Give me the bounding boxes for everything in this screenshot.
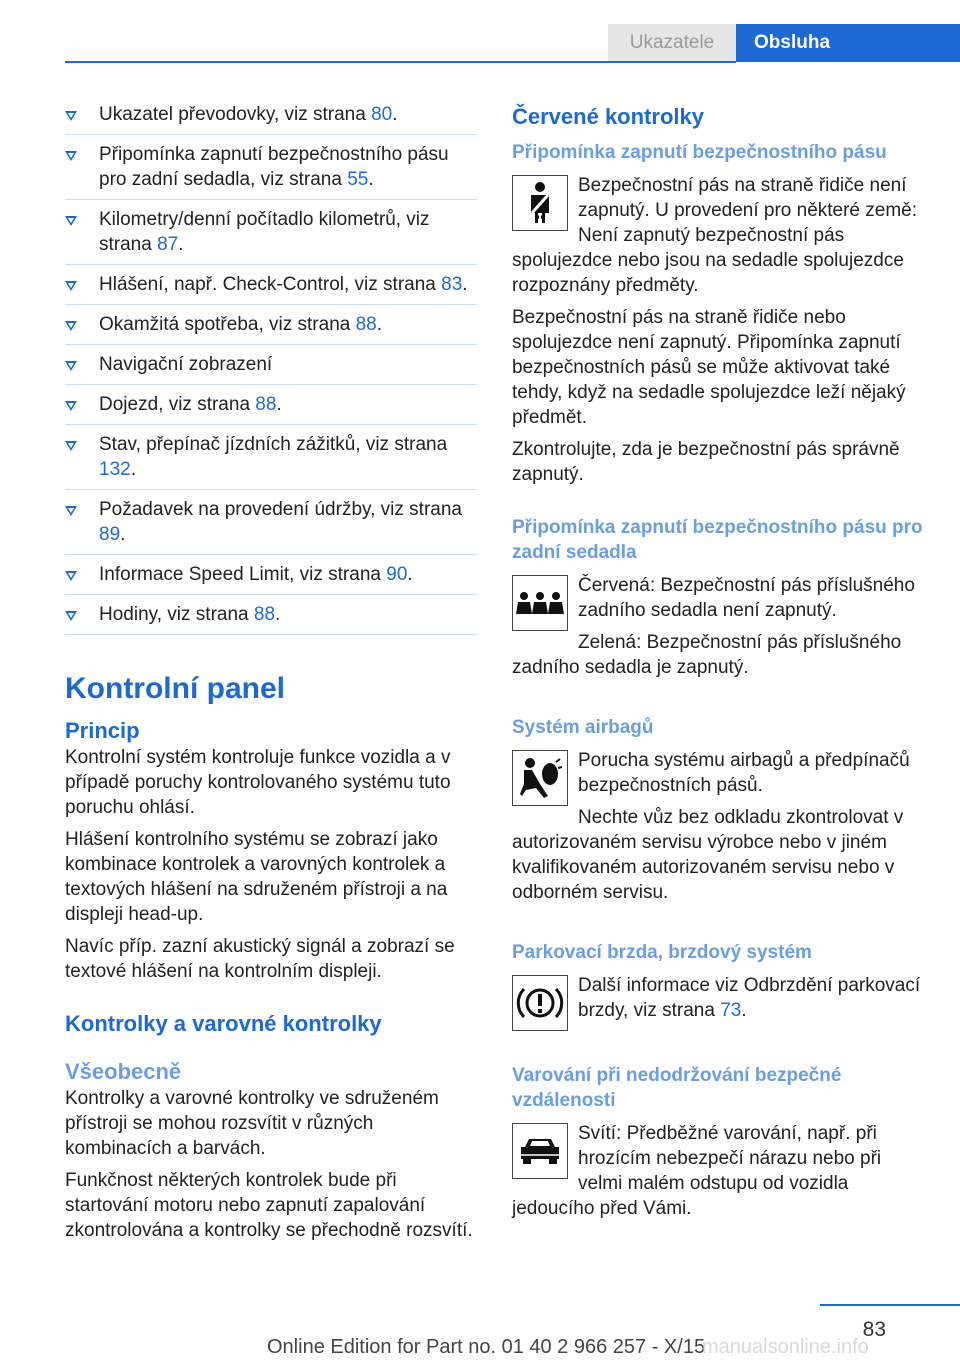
brake-block bbox=[512, 973, 927, 1035]
page-link[interactable]: 132 bbox=[99, 459, 131, 480]
list-item-suffix: . bbox=[130, 459, 136, 480]
left-column bbox=[65, 102, 477, 1250]
list-item bbox=[65, 142, 477, 200]
car-distance-icon bbox=[512, 1123, 568, 1179]
seatbelt-paragraph-2: Bezpečnostní pás na straně řidiče nebo spolujezdce není zapnutý. Připomínka zapnutí bezpečnostních pásů se může aktivovat také tehdy, když na sedadle spolujezdce leží nějaký předmět. bbox=[512, 307, 906, 428]
list-item-text: Ukazatel převodovky, viz strana bbox=[99, 104, 372, 125]
header-tabs bbox=[608, 24, 960, 62]
list-item-text: Hodiny, viz strana bbox=[99, 604, 254, 625]
list-item-text: Připomínka zapnutí bezpečnostního pásu pro zadní sedadla, viz strana bbox=[99, 144, 449, 190]
airbag-paragraph-1: Porucha systému airbagů a předpínačů bezpečnostních pásů. bbox=[578, 750, 910, 796]
subsection-title-vseobecne: Všeobecně bbox=[65, 1059, 182, 1084]
seatbelt-block bbox=[512, 173, 927, 305]
triangle-bullet-icon bbox=[65, 506, 77, 516]
list-item-suffix: . bbox=[392, 104, 398, 125]
general-paragraph-2: Funkčnost některých kontrolek bude při startování motoru nebo zapnutí zapalování zkontrolována a kontrolky se přechodně rozsvítí. bbox=[65, 1170, 473, 1241]
edition-footer: Online Edition for Part no. 01 40 2 966 257 - X/15 bbox=[267, 1336, 706, 1358]
airbag-icon bbox=[512, 750, 568, 806]
list-item-suffix: . bbox=[275, 604, 281, 625]
list-item bbox=[65, 392, 477, 425]
triangle-bullet-icon bbox=[65, 321, 77, 331]
red-lights-title: Červené kontrolky bbox=[512, 104, 704, 129]
list-item-text: Stav, přepínač jízdních zážitků, viz strana bbox=[99, 434, 448, 455]
triangle-bullet-icon bbox=[65, 611, 77, 621]
section-title-kontrolni-panel: Kontrolní panel bbox=[65, 672, 285, 705]
seatbelt-title: Připomínka zapnutí bezpečnostního pásu bbox=[512, 142, 887, 163]
airbag-paragraph-2: Nechte vůz bez odkladu zkontrolovat v autorizovaném servisu výrobce nebo v jiném kvalifikovaném autorizovaném servisu nebo v odborném servisu. bbox=[512, 807, 904, 903]
page-link[interactable]: 88 bbox=[355, 314, 377, 335]
header-rule bbox=[65, 61, 736, 63]
distance-block bbox=[512, 1121, 927, 1228]
list-item bbox=[65, 497, 477, 555]
list-item-suffix: . bbox=[462, 274, 468, 295]
triangle-bullet-icon bbox=[65, 571, 77, 581]
list-item bbox=[65, 602, 477, 635]
list-item-suffix: . bbox=[120, 524, 126, 545]
airbag-title: Systém airbagů bbox=[512, 717, 654, 738]
list-item-suffix: . bbox=[368, 169, 374, 190]
distance-title: Varování při nedodržování bezpečné vzdálenosti bbox=[512, 1065, 842, 1111]
seatbelt-warning-icon bbox=[512, 175, 568, 231]
brake-page-link[interactable]: 73 bbox=[720, 1000, 742, 1021]
seatbelt-paragraph-3: Zkontrolujte, zda je bezpečnostní pás správně zapnutý. bbox=[512, 439, 900, 485]
rear-seatbelt-block bbox=[512, 573, 927, 687]
distance-paragraph-1: Svítí: Předběžné varování, např. při hrozícím nebezpečí nárazu nebo při velmi malém odstupu od vozidla jedoucího před Vámi. bbox=[512, 1123, 882, 1219]
triangle-bullet-icon bbox=[65, 151, 77, 161]
triangle-bullet-icon bbox=[65, 281, 77, 291]
list-item bbox=[65, 432, 477, 490]
brake-suffix: . bbox=[741, 1000, 747, 1021]
list-item-text: Hlášení, např. Check-Control, viz strana bbox=[99, 274, 442, 295]
seatbelt-paragraph-1: Bezpečnostní pás na straně řidiče není zapnutý. U provedení pro některé země: Není zapnutý bezpečnostní pás spolujezdce nebo jsou na sedadle spolujezdce rozpoznány předměty. bbox=[512, 175, 918, 296]
page-link[interactable]: 83 bbox=[441, 274, 463, 295]
tab-ukazatele[interactable]: Ukazatele bbox=[608, 24, 736, 62]
brake-warning-icon bbox=[512, 975, 568, 1031]
list-item-suffix: . bbox=[376, 314, 383, 335]
right-column bbox=[512, 102, 927, 1228]
general-paragraph-1: Kontrolky a varovné kontrolky ve sdruženém přístroji se mohou rozsvítit v různých kombinacích a barvách. bbox=[65, 1088, 439, 1159]
page-link[interactable]: 80 bbox=[371, 104, 393, 125]
list-item-suffix: . bbox=[276, 394, 282, 415]
principle-paragraph-3: Navíc příp. zazní akustický signál a zobrazí se textové hlášení na kontrolním displeji. bbox=[65, 936, 455, 982]
triangle-bullet-icon bbox=[65, 111, 77, 121]
display-items-list bbox=[65, 102, 477, 635]
subsection-title-princip: Princip bbox=[65, 718, 140, 743]
footer-rule bbox=[820, 1304, 960, 1306]
page-link[interactable]: 90 bbox=[386, 564, 408, 585]
list-item-text: Okamžitá spotřeba, viz strana bbox=[99, 314, 356, 335]
list-item-text: Požadavek na provedení údržby, viz strana bbox=[99, 499, 462, 520]
brake-paragraph-1 bbox=[512, 973, 927, 1023]
page-link[interactable]: 88 bbox=[255, 394, 277, 415]
airbag-block bbox=[512, 748, 927, 912]
page-link[interactable]: 55 bbox=[347, 169, 369, 190]
brake-text: Další informace viz Odbrzdění parkovací brzdy, viz strana bbox=[578, 975, 921, 1021]
list-item-text: Dojezd, viz strana bbox=[99, 394, 256, 415]
page-number: 83 bbox=[862, 1318, 886, 1341]
rear-seatbelt-paragraph-1: Červená: Bezpečnostní pás příslušného zadního sedadla není zapnutý. bbox=[578, 575, 915, 621]
triangle-bullet-icon bbox=[65, 441, 77, 451]
subsection-title-kontrolky: Kontrolky a varovné kontrolky bbox=[65, 1011, 382, 1036]
triangle-bullet-icon bbox=[65, 401, 77, 411]
list-item bbox=[65, 102, 477, 135]
rear-seatbelt-title: Připomínka zapnutí bezpečnostního pásu pro zadní sedadla bbox=[512, 517, 923, 563]
triangle-bullet-icon bbox=[65, 216, 77, 226]
page-link[interactable]: 87 bbox=[157, 234, 179, 255]
list-item-suffix: . bbox=[407, 564, 413, 585]
rear-seatbelt-icon bbox=[512, 575, 568, 631]
list-item bbox=[65, 352, 477, 385]
list-item bbox=[65, 207, 477, 265]
rear-seatbelt-paragraph-2: Zelená: Bezpečnostní pás příslušného zadního sedadla je zapnutý. bbox=[512, 632, 902, 678]
list-item bbox=[65, 272, 477, 305]
list-item bbox=[65, 312, 477, 345]
principle-paragraph-1: Kontrolní systém kontroluje funkce vozidla a v případě poruchy kontrolovaného systému tuto poruchu ohlásí. bbox=[65, 747, 451, 818]
list-item-text: Kilometry/denní počítadlo kilometrů, viz strana bbox=[99, 209, 430, 255]
watermark: manualsonline.info bbox=[702, 1336, 869, 1358]
tab-obsluha[interactable]: Obsluha bbox=[736, 24, 960, 62]
principle-paragraph-2: Hlášení kontrolního systému se zobrazí jako kombinace kontrolek a varovných kontrolek a textových hlášení na sdruženém přístroji a na displeji head-up. bbox=[65, 829, 448, 925]
list-item bbox=[65, 562, 477, 595]
list-item-text: Navigační zobrazení bbox=[99, 354, 273, 375]
page-link[interactable]: 89 bbox=[99, 524, 121, 545]
list-item-text: Informace Speed Limit, viz strana bbox=[99, 564, 387, 585]
brake-title: Parkovací brzda, brzdový systém bbox=[512, 942, 812, 963]
list-item-suffix: . bbox=[178, 234, 184, 255]
page-link[interactable]: 88 bbox=[253, 604, 276, 625]
triangle-bullet-icon bbox=[65, 361, 77, 371]
